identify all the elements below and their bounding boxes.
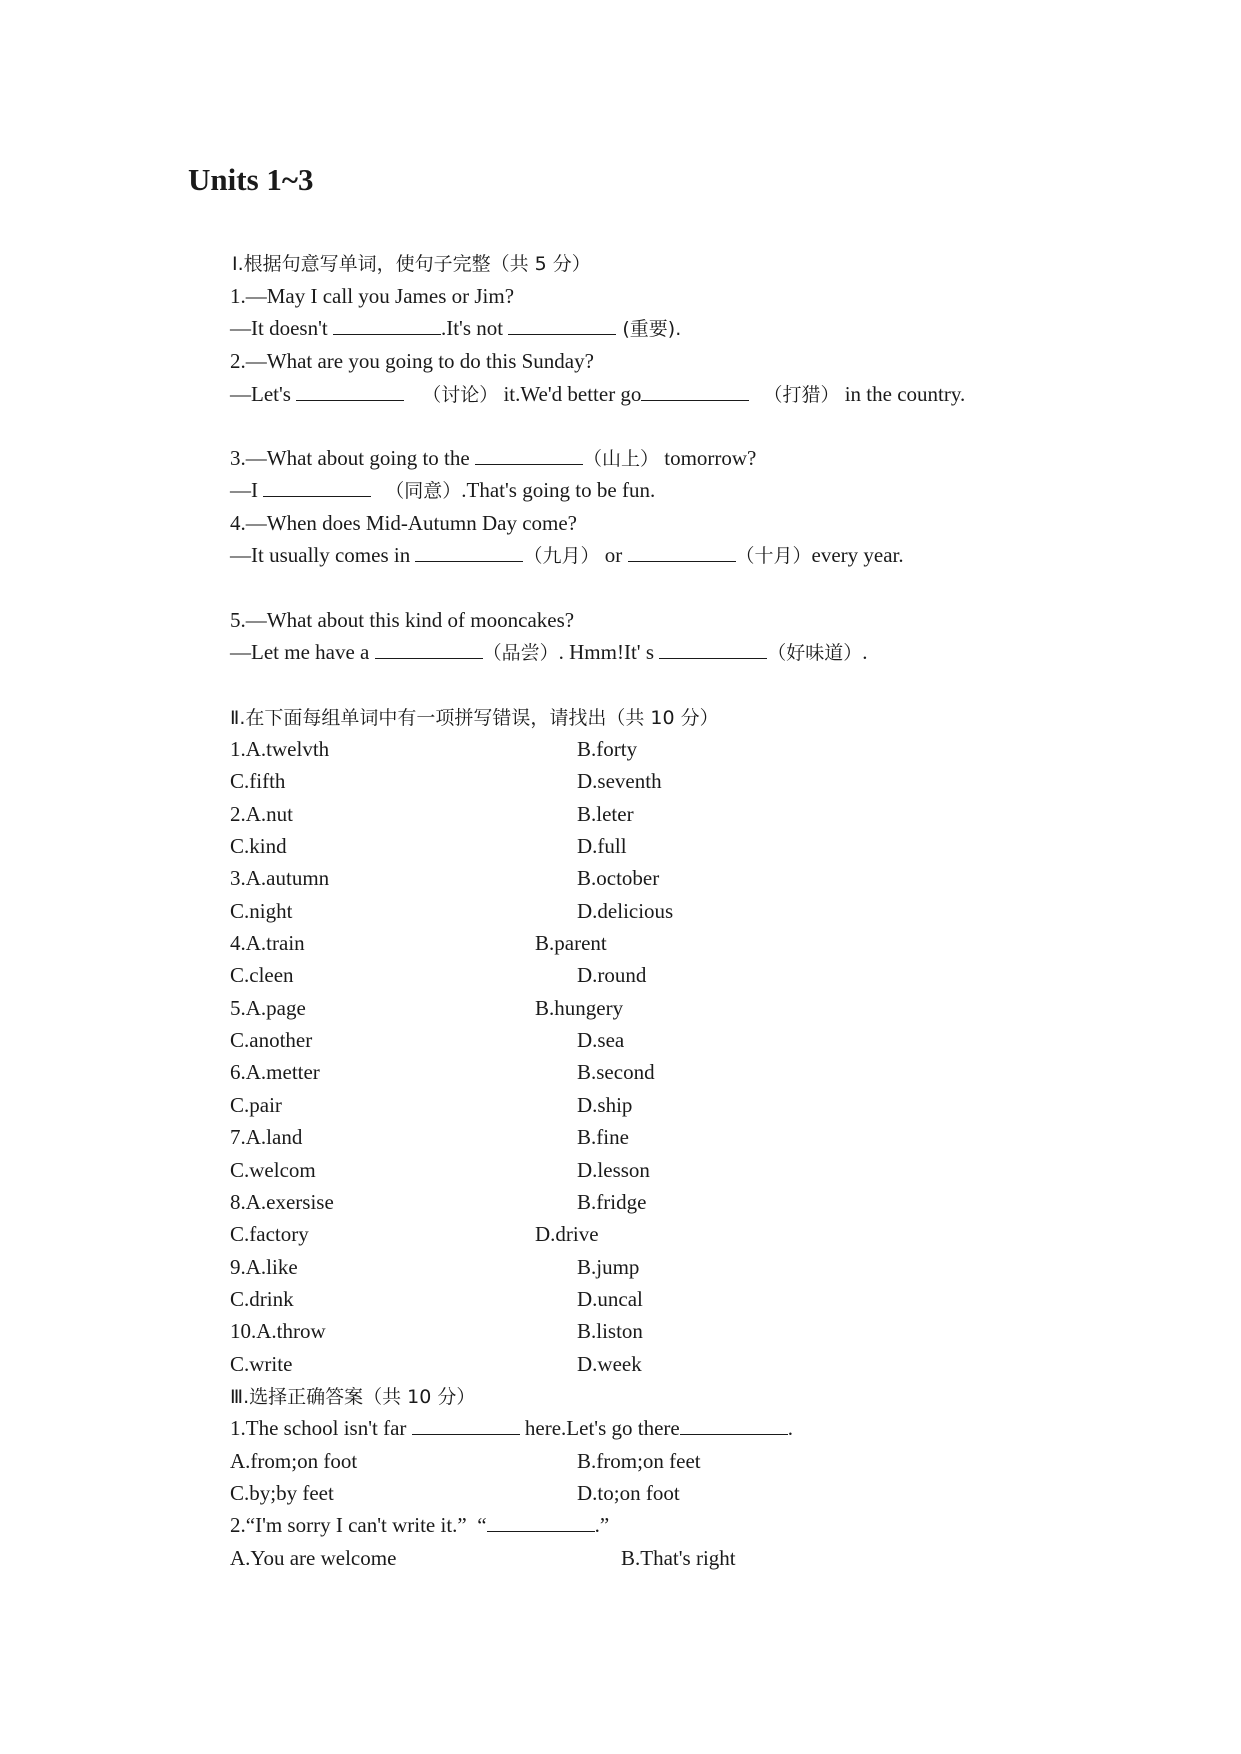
section-3-header <box>230 1382 475 1410</box>
hint-text: （好味道） <box>767 642 863 664</box>
hint-text: （打猎） <box>763 384 840 406</box>
hint-text: （讨论） <box>422 384 499 406</box>
text: 2.“I'm sorry I can't write it.” “ <box>230 1513 487 1537</box>
list-item-right: D.drive <box>535 1222 599 1246</box>
hint-text: （十月） <box>735 545 812 567</box>
text: 1.The school isn't far <box>230 1416 412 1440</box>
list-item-left: C.welcom <box>230 1158 316 1182</box>
list-item-right: B.hungery <box>535 996 624 1020</box>
answer-blank[interactable] <box>375 638 483 659</box>
answer-blank[interactable] <box>641 380 749 401</box>
text: —It doesn't <box>230 316 333 340</box>
page-title: Units 1~3 <box>188 162 314 197</box>
answer-blank[interactable] <box>680 1414 788 1435</box>
answer-blank[interactable] <box>333 314 441 335</box>
s1-q3-prompt <box>230 444 756 472</box>
list-item-left: 3.A.autumn <box>230 866 330 890</box>
hint-text: （九月） <box>523 545 600 567</box>
s3-q1-option-c[interactable]: C.by;by feet <box>230 1481 334 1505</box>
text: here.Let's go there <box>519 1416 680 1440</box>
s1-q5-answer-line <box>230 638 868 666</box>
text: it.We'd better go <box>498 382 642 406</box>
section-1-header-text: Ⅰ.根据句意写单词，使句子完整（共 5 分） <box>232 253 591 275</box>
s1-q2-prompt: 2.—What are you going to do this Sunday? <box>230 349 594 373</box>
hint-text: (重要). <box>616 318 682 340</box>
hint-text: （山上） <box>582 448 659 470</box>
text: —It usually comes in <box>230 543 416 567</box>
text: —I <box>230 478 264 502</box>
list-item-left: C.another <box>230 1028 313 1052</box>
list-item-right: D.uncal <box>577 1287 643 1311</box>
answer-blank[interactable] <box>415 541 523 562</box>
text: .” <box>594 1513 610 1537</box>
list-item-right: B.leter <box>577 802 634 826</box>
list-item-left: C.pair <box>230 1093 282 1117</box>
list-item-left: C.write <box>230 1352 293 1376</box>
s1-q3-answer-line <box>230 476 655 504</box>
list-item-left: 1.A.twelvth <box>230 737 330 761</box>
text: .That's going to be fun. <box>461 478 656 502</box>
section-1-header <box>232 249 591 277</box>
list-item-right: B.liston <box>577 1319 643 1343</box>
s1-q1-answer-line <box>230 314 681 342</box>
list-item-right: D.week <box>577 1352 642 1376</box>
list-item-right: D.ship <box>577 1093 633 1117</box>
list-item-left: C.fifth <box>230 769 286 793</box>
answer-blank[interactable] <box>263 476 371 497</box>
list-item-right: D.delicious <box>577 899 674 923</box>
list-item-left: C.factory <box>230 1222 309 1246</box>
text: . <box>862 640 868 664</box>
list-item-left: 8.A.exersise <box>230 1190 334 1214</box>
s1-q1-prompt: 1.—May I call you James or Jim? <box>230 284 515 308</box>
s1-q4-prompt: 4.—When does Mid-Autumn Day come? <box>230 511 578 535</box>
answer-blank[interactable] <box>487 1511 595 1532</box>
list-item-left: 10.A.throw <box>230 1319 326 1343</box>
list-item-right: B.fine <box>577 1125 629 1149</box>
text: or <box>599 543 628 567</box>
list-item-right: D.lesson <box>577 1158 650 1182</box>
text: . Hmm!It' s <box>558 640 660 664</box>
s3-q1-option-a[interactable]: A.from;on foot <box>230 1449 358 1473</box>
text: 3.—What about going to the <box>230 446 475 470</box>
list-item-right: B.fridge <box>577 1190 647 1214</box>
list-item-left: 7.A.land <box>230 1125 303 1149</box>
s3-q1-option-d[interactable]: D.to;on foot <box>577 1481 680 1505</box>
s3-q2-stem <box>230 1511 609 1539</box>
list-item-right: B.forty <box>577 737 638 761</box>
list-item-left: C.drink <box>230 1287 294 1311</box>
list-item-left: C.kind <box>230 834 287 858</box>
list-item-right: B.second <box>577 1060 655 1084</box>
answer-blank[interactable] <box>296 380 404 401</box>
text: in the country. <box>839 382 966 406</box>
list-item-left: 2.A.nut <box>230 802 293 826</box>
list-item-left: 5.A.page <box>230 996 306 1020</box>
answer-blank[interactable] <box>659 638 767 659</box>
s3-q1-option-b[interactable]: B.from;on feet <box>577 1449 701 1473</box>
list-item-left: C.cleen <box>230 963 294 987</box>
answer-blank[interactable] <box>508 314 616 335</box>
text: —Let me have a <box>230 640 375 664</box>
section-2-header-text: Ⅱ.在下面每组单词中有一项拼写错误，请找出（共 10 分） <box>230 707 719 729</box>
s1-q5-prompt: 5.—What about this kind of mooncakes? <box>230 608 575 632</box>
text: tomorrow? <box>658 446 757 470</box>
section-2-header <box>230 703 719 731</box>
answer-blank[interactable] <box>412 1414 520 1435</box>
list-item-right: B.october <box>577 866 660 890</box>
list-item-right: D.round <box>577 963 647 987</box>
list-item-left: 6.A.metter <box>230 1060 320 1084</box>
s3-q2-option-b[interactable]: B.That's right <box>621 1546 736 1570</box>
list-item-right: D.seventh <box>577 769 662 793</box>
text: —Let's <box>230 382 297 406</box>
list-item-right: B.jump <box>577 1255 640 1279</box>
list-item-left: 4.A.train <box>230 931 305 955</box>
list-item-right: B.parent <box>535 931 607 955</box>
answer-blank[interactable] <box>475 444 583 465</box>
s3-q2-option-a[interactable]: A.You are welcome <box>230 1546 397 1570</box>
s3-q1-stem <box>230 1414 793 1442</box>
hint-text: （品尝） <box>482 642 559 664</box>
s1-q2-answer-line <box>230 380 965 408</box>
list-item-left: C.night <box>230 899 293 923</box>
s1-q4-answer-line <box>230 541 904 569</box>
section-3-header-text: Ⅲ.选择正确答案（共 10 分） <box>230 1386 476 1408</box>
text: .It's not <box>440 316 509 340</box>
list-item-left: 9.A.like <box>230 1255 298 1279</box>
list-item-right: D.full <box>577 834 627 858</box>
text: . <box>787 1416 793 1440</box>
hint-text: （同意） <box>385 480 462 502</box>
list-item-right: D.sea <box>577 1028 625 1052</box>
answer-blank[interactable] <box>628 541 736 562</box>
text: every year. <box>811 543 904 567</box>
